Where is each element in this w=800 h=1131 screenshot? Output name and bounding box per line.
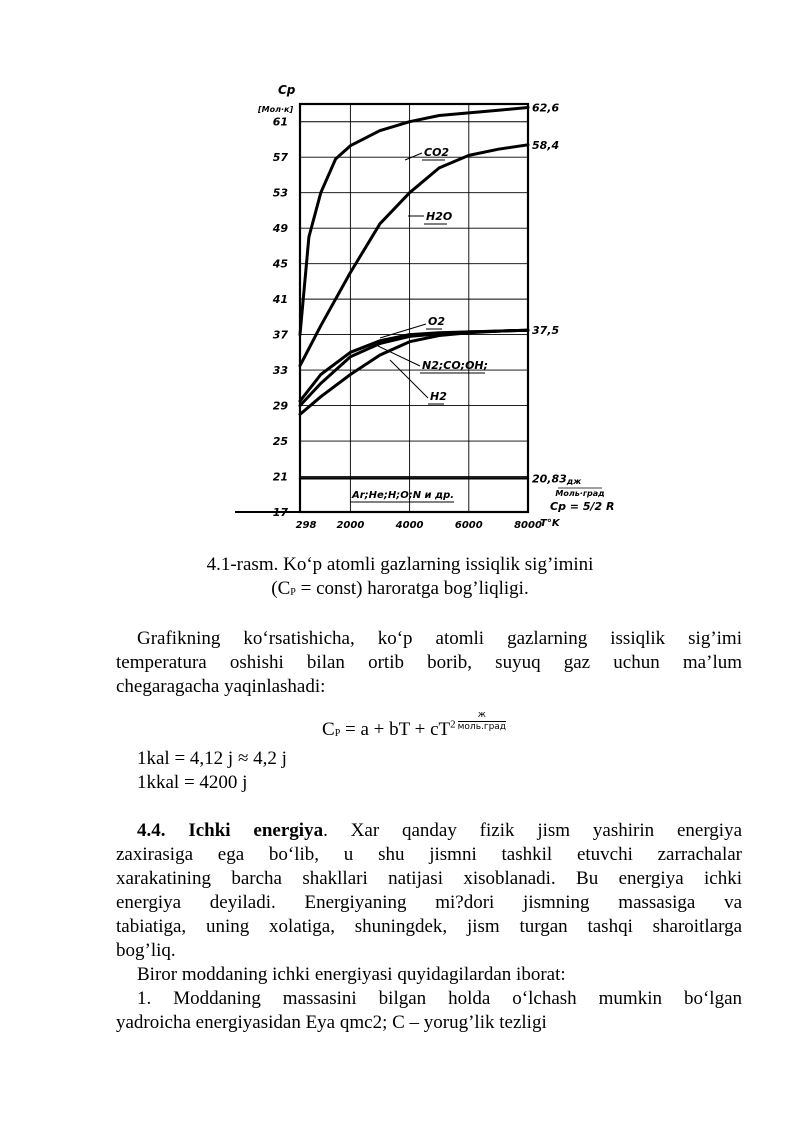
y-tick-label: 33 <box>272 364 288 378</box>
section-line3: xarakatining barcha shakllari natijasi xisoblanadi. Bu energiya ichki <box>116 868 742 889</box>
series-label: H2 <box>430 390 447 403</box>
y-tick-label: 17 <box>272 506 288 519</box>
section-line2: zaxirasiga ega bo‘lib, u shu jismni tashkil etuvchi zarrachalar <box>116 844 742 865</box>
formula-unit-denominator: моль.град <box>457 722 507 732</box>
section-heading-line <box>137 819 742 843</box>
heat-capacity-formula <box>322 710 506 741</box>
paragraph-1-line1: Grafikning ko‘rsatishicha, ko‘p atomli gazlarning issiqlik sig’imi <box>137 628 742 649</box>
list-item-1-line2: yadroicha energiyasidan Eya qmc2; C – yorug’lik tezligi <box>116 1012 547 1033</box>
x-tick-label: 8000 <box>514 520 542 531</box>
series-end-value: 37,5 <box>532 324 560 338</box>
figure-caption-line2 <box>0 577 800 604</box>
unit-denominator: Моль·град <box>555 489 605 498</box>
y-tick-label: 57 <box>272 151 288 165</box>
x-axis-label: T°K <box>540 518 560 529</box>
y-tick-label: 45 <box>272 257 288 271</box>
series-label: CO2 <box>424 146 450 159</box>
series-end-value: 58,4 <box>532 138 560 152</box>
cp-note: Cp = 5/2 R <box>550 500 615 513</box>
y-tick-label: 21 <box>272 470 288 484</box>
caption-cp: C <box>277 578 291 599</box>
y-tick-label: 53 <box>272 186 288 200</box>
y-tick-label: 41 <box>272 293 288 307</box>
formula-unit-numerator: ж <box>458 710 506 722</box>
series-label: H2O <box>426 210 453 223</box>
series-label: Ar;He;H;O;N и др. <box>352 490 455 501</box>
x-tick-label: 6000 <box>454 520 483 531</box>
section-line5: tabiatiga, uning xolatiga, shuningdek, jism turgan tashqi sharoitlarga <box>116 916 742 937</box>
unit-numerator: дж <box>566 477 582 486</box>
paragraph-1-line2: temperatura oshishi bilan ortib borib, suyuq gaz uchun ma’lum <box>116 652 742 673</box>
heat-capacity-figure <box>230 80 630 535</box>
section-line6: bog’liq. <box>116 940 176 961</box>
y-tick-label: 61 <box>272 115 288 129</box>
series-label: N2;CO;OH; <box>422 359 489 372</box>
figure-caption-line1: 4.1-rasm. Ko‘p atomli gazlarning issiqlik sig’imini <box>206 554 594 575</box>
formula-lhs: C <box>322 719 335 740</box>
formula-unit <box>458 710 506 733</box>
x-tick-label: 2000 <box>336 520 365 531</box>
formula-rhs: = a + bT + cT <box>340 719 451 740</box>
paragraph-3: Biror moddaning ichki energiyasi quyidagilardan iborat: <box>137 964 566 985</box>
section-intro-text: . Xar qanday fizik jism yashirin energiya <box>323 820 743 841</box>
formula-lhs-subscript: P <box>334 728 341 739</box>
heat-capacity-graph <box>230 80 630 535</box>
paragraph-1-line3: chegaragacha yaqinlashadi: <box>116 676 326 697</box>
y-tick-label: 25 <box>272 435 288 449</box>
caption-cp-subscript: P <box>290 587 296 598</box>
y-tick-label: 37 <box>272 328 288 342</box>
conversion-kal: 1kal = 4,12 j ≈ 4,2 j <box>137 748 287 769</box>
list-item-1-line1: 1. Moddaning massasini bilgan holda o‘lchash mumkin bo‘lgan <box>137 988 742 1009</box>
x-tick-label: 298 <box>295 520 317 531</box>
section-line4: energiya deyiladi. Energiyaning mi?dori jismning massasiga va <box>116 892 742 913</box>
caption-rest: = const) haroratga bog’liqligi. <box>295 578 529 599</box>
section-title: Ichki energiya <box>188 820 324 841</box>
series-leader-line <box>405 153 422 160</box>
series-end-value: 20,83 <box>532 472 567 486</box>
x-tick-label: 4000 <box>395 520 424 531</box>
caption-open-paren: ( <box>271 578 278 599</box>
y-axis-unit: [Мол·к] <box>258 105 294 114</box>
series-end-value: 62,6 <box>532 101 560 115</box>
y-axis-label: Cp <box>278 83 296 97</box>
section-number: 4.4. <box>137 820 166 841</box>
series-leader-line <box>378 346 420 366</box>
y-tick-label: 29 <box>272 399 288 413</box>
series-label: O2 <box>428 315 446 328</box>
y-tick-label: 49 <box>272 222 288 236</box>
formula-exponent: 2 <box>450 718 456 731</box>
conversion-kkal: 1kkal = 4200 j <box>137 772 248 793</box>
